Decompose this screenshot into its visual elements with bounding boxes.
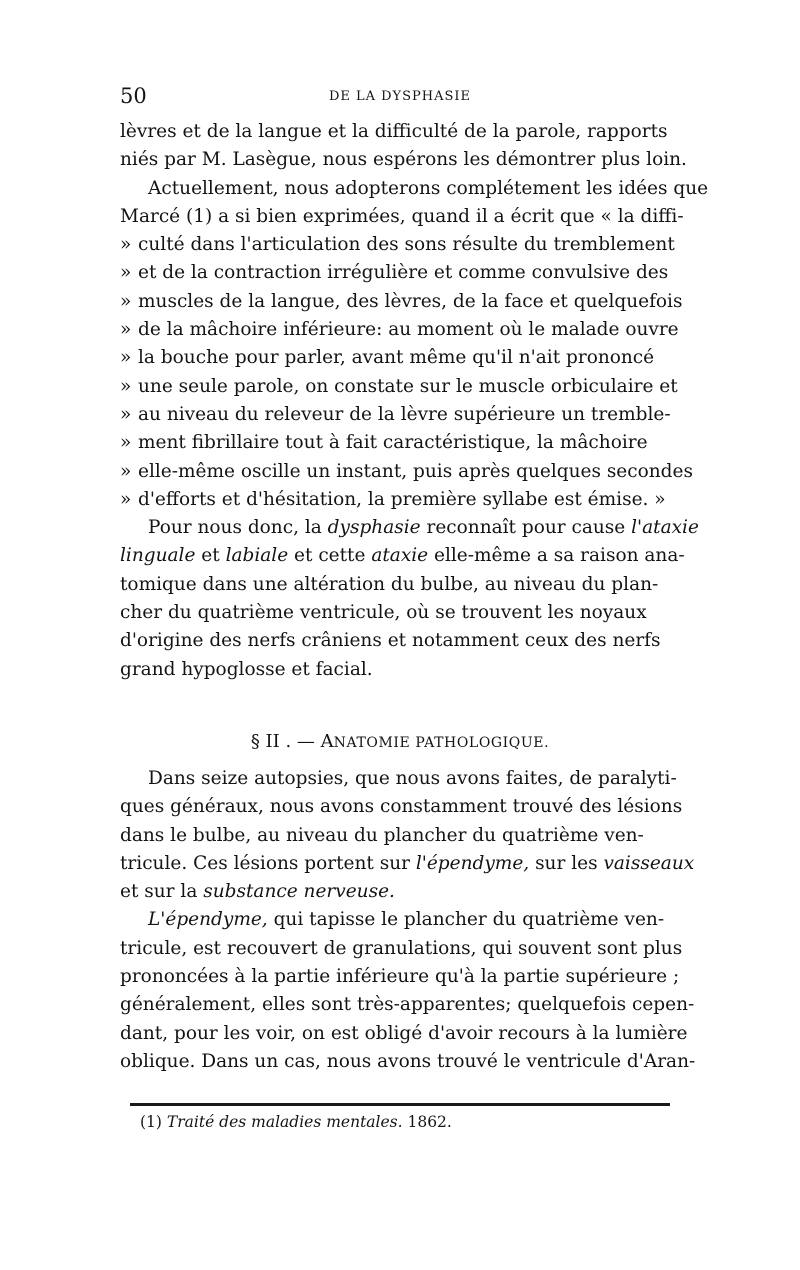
quoted-line: » elle-même oscille un instant, puis après quelques secondes: [120, 460, 693, 482]
text-line: dans le bulbe, au niveau du plancher du quatrième ven-: [120, 824, 644, 846]
footnote-rule: [130, 1103, 670, 1106]
paragraph-start-line: Dans seize autopsies, que nous avons faites, de paralyti-: [148, 768, 677, 789]
text-line: cher du quatrième ventricule, où se trouvent les noyaux: [120, 602, 647, 624]
text-line: généralement, elles sont très-apparentes; quelquefois cepen-: [120, 994, 695, 1016]
text-line: prononcées à la partie inférieure qu'à la partie supérieure ;: [120, 966, 680, 988]
text-line: linguale et labiale et cette ataxie elle-même a sa raison ana-: [120, 545, 685, 567]
quoted-line: » d'efforts et d'hésitation, la première syllabe est émise. »: [120, 488, 666, 510]
quoted-line: » muscles de la langue, des lèvres, de la face et quelquefois: [120, 290, 683, 312]
body-text-top: [120, 118, 709, 684]
text-line: dant, pour les voir, on est obligé d'avoir recours à la lumière: [120, 1022, 688, 1044]
footnote: (1) Traité des maladies mentales. 1862.: [140, 1113, 452, 1131]
text-line: oblique. Dans un cas, nous avons trouvé le ventricule d'Aran-: [120, 1050, 696, 1072]
page-number: 50: [120, 84, 147, 108]
quoted-line: » culté dans l'articulation des sons résulte du tremblement: [120, 234, 675, 256]
quoted-line: » la bouche pour parler, avant même qu'il n'ait prononcé: [120, 347, 655, 369]
quoted-line: » ment fibrillaire tout à fait caractéristique, la mâchoire: [120, 432, 648, 454]
page-header: [120, 84, 680, 110]
text-line: grand hypoglosse et facial.: [120, 658, 373, 680]
paragraph-start-line: Pour nous donc, la dysphasie reconnaît pour cause l'ataxie: [148, 517, 699, 539]
paragraph-start-line: L'épendyme, qui tapisse le plancher du quatrième ven-: [148, 909, 665, 931]
text-line: niés par M. Lasègue, nous espérons les démontrer plus loin.: [120, 149, 687, 171]
running-title: DE LA DYSPHASIE: [328, 89, 472, 104]
quoted-line: » de la mâchoire inférieure: au moment où le malade ouvre: [120, 319, 679, 341]
text-line: d'origine des nerfs crâniens et notamment ceux des nerfs: [120, 630, 661, 652]
section-heading: § II . — ANATOMIE PATHOLOGIQUE.: [250, 731, 550, 752]
text-line: ques généraux, nous avons constamment trouvé des lésions: [120, 796, 683, 818]
quoted-line: » et de la contraction irrégulière et comme convulsive des: [120, 262, 669, 284]
text-line: tomique dans une altération du bulbe, au niveau du plan-: [120, 573, 659, 595]
text-line: et sur la substance nerveuse.: [120, 881, 395, 903]
text-line: lèvres et de la langue et la difficulté de la parole, rapports: [120, 121, 668, 142]
quoted-line: » une seule parole, on constate sur le muscle orbiculaire et: [120, 375, 678, 397]
paragraph-start-line: Actuellement, nous adopterons complétement les idées que: [148, 177, 709, 199]
text-line: tricule. Ces lésions portent sur l'épendyme, sur les vaisseaux: [120, 852, 695, 874]
quoted-line: » au niveau du releveur de la lèvre supérieure un tremble-: [120, 403, 671, 425]
text-line: tricule, est recouvert de granulations, qui souvent sont plus: [120, 937, 683, 959]
text-line: Marcé (1) a si bien exprimées, quand il a écrit que « la diffi-: [120, 205, 684, 227]
body-text-bottom: [120, 765, 696, 1076]
